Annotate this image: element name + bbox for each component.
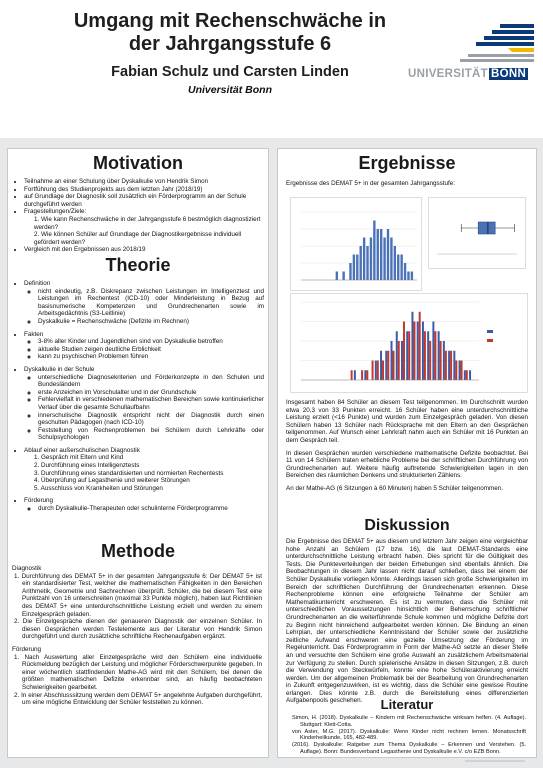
list-item: ◦ unterschiedliche Diagnosekriterien und Förderkonzepte in den Schulen und Bundesländern — [38, 374, 264, 389]
histogram-bar — [366, 246, 368, 280]
left-column — [7, 148, 269, 758]
motivation-section — [8, 153, 268, 254]
histogram-bar — [407, 272, 409, 281]
list-item: 2. Durchführung eines Intelligenztests — [34, 462, 140, 470]
comparison-bar — [455, 361, 457, 381]
histogram-bar — [373, 221, 375, 281]
poster-authors: Fabian Schulz und Carsten Linden — [111, 64, 349, 80]
chart-comparison — [290, 293, 528, 393]
comparison-bar — [396, 331, 398, 380]
histogram-svg — [291, 198, 421, 290]
ablauf-list — [24, 454, 264, 492]
list-item — [24, 366, 264, 442]
histogram-bar — [397, 255, 399, 281]
methode-heading: Methode — [101, 541, 175, 561]
histogram-bar — [411, 272, 413, 281]
list-item: ◦ Feststellung von Rechenproblemen bei Schülern durch Lehrkräfte oder Schulpsychologen — [38, 427, 264, 442]
foerderung-label: Förderung — [12, 645, 42, 653]
comparison-bar — [354, 370, 356, 380]
histogram-bar — [394, 246, 396, 280]
comparison-bar — [466, 370, 468, 380]
comparison-bar — [459, 361, 461, 381]
right-column — [277, 148, 537, 758]
comparison-bar — [432, 322, 434, 381]
list-item: ◦ innerschulische Diagnostik entspricht nicht der Diagnostik durch einen geschulten Pädagogen (nach ICD-10) — [38, 412, 264, 427]
comparison-bar — [385, 351, 387, 380]
comparison-bar — [375, 361, 377, 381]
comparison-bar — [393, 351, 395, 380]
chart-histogram — [290, 197, 422, 291]
ergebnisse-body — [278, 399, 536, 493]
comparison-bar — [427, 331, 429, 380]
list-item: ◦ kann zu psychischen Problemen führen — [38, 353, 264, 361]
ergebnisse-heading: Ergebnisse — [358, 153, 456, 173]
ergebnisse-intro: Ergebnisse des DEMAT 5+ in der gesamten Jahrgangsstufe: — [286, 180, 456, 187]
comparison-bar — [366, 370, 368, 380]
list-item: ◦ aktuelle Studien zeigen deutliche Erblichkeit — [38, 346, 264, 354]
list-item: 3. Durchführung eines standardisierten und normierten Rechentests — [34, 469, 224, 477]
list-item: ◦ Dyskalkulie = Rechenschwäche (Defizite im Rechnen) — [38, 318, 264, 326]
comparison-bar — [401, 341, 403, 380]
histogram-bar — [363, 238, 365, 281]
histogram-bar — [400, 255, 402, 281]
comparison-bar — [406, 331, 408, 380]
comparison-bar — [372, 361, 374, 381]
list-item: • Vergleich mit den Ergebnissen aus 2018/19 — [24, 246, 264, 254]
theorie-heading: Theorie — [105, 255, 171, 275]
legend-swatch — [487, 330, 493, 333]
list-item-text: Förderung — [24, 497, 54, 505]
theorie-section — [8, 255, 268, 513]
comparison-bar — [429, 341, 431, 380]
histogram-bar — [383, 238, 385, 281]
comparison-bar — [408, 331, 410, 380]
comparison-bar — [380, 351, 382, 380]
literatur-section — [278, 697, 536, 756]
comparison-bar — [398, 341, 400, 380]
list-item: • auf Grundlage der Diagnostik soll zusätzlich ein Förderprogramm an der Schule durchgeführt werden — [24, 193, 264, 208]
diskussion-heading: Diskussion — [364, 517, 450, 534]
list-item: 2. Wie können Schüler auf Grundlage der Diagnostikergebnisse individuell gefördert werden? — [34, 231, 242, 246]
methode-body — [8, 562, 268, 707]
ergebnisse-paragraph: In diesen Gesprächen wurden verschiedene mathematische Defizite beobachtet. Bei 11 von 14 Schülern traten erhebliche Probleme bei der schriftlichen Durchführung von Grundrechenarten auf. Weitere häufig auftretende Schwierigkeiten lagen in den Bereichen des räumlichen Denkens und strukturierten Zählens. — [286, 449, 528, 480]
histogram-bar — [360, 246, 362, 280]
comparison-bar — [351, 370, 353, 380]
printer-mark-icon — [465, 759, 525, 764]
comparison-bar — [417, 322, 419, 381]
comparison-bar — [453, 351, 455, 380]
list-item — [24, 331, 264, 361]
list-item: 5. Ausschluss von Krankheiten und Störungen — [34, 484, 163, 492]
poster-title: Umgang mit Rechenschwäche in der Jahrgangsstufe 6 — [73, 10, 387, 55]
logo-wordmark — [408, 68, 528, 80]
comparison-bar — [364, 370, 366, 380]
list-item: 2. Die Einzelgespräche dienen der genaueren Diagnostik der einzelnen Schüler. In diesen Gesprächen werden Testelemente aus der Literatur von Hendrik Simon durchgeführt und durch zusätzliche schriftliche Rechenaufgaben ergänzt. — [14, 618, 262, 641]
motivation-body — [8, 174, 268, 254]
histogram-bar — [353, 255, 355, 281]
literatur-list — [278, 712, 536, 756]
comparison-bar — [382, 361, 384, 381]
theorie-body — [8, 276, 268, 513]
comparison-bar — [411, 312, 413, 380]
histogram-bar — [349, 263, 351, 280]
comparison-bar — [391, 341, 393, 380]
literature-entry: Simon, H. (2018). Dyskalkulie – Kindern mit Rechenschwäche wirksam helfen. (4. Auflage). Stuttgart: Klett-Cotta. — [292, 715, 526, 728]
list-item: ◦ erste Anzeichen im Vorschulalter und in der Grundschule — [38, 389, 264, 397]
comparison-bar — [377, 361, 379, 381]
list-item: ◦ 3-8% aller Kinder und Jugendlichen sind von Dyskalkulie betroffen — [38, 338, 264, 346]
ergebnisse-paragraph: Insgesamt haben 84 Schüler an diesem Test teilgenommen. Im Durchschnitt wurden etwa 20,3 von 33 Punkten erreicht. 16 Schüler haben eine unterdurchschnittliche Leistung erzielt (<16 Punkte) und wurden zum Einzelgespräch geladen. Von diesen Schülern haben 13 Schüler nach Rücksprache mit den Eltern an den Gesprächen teilgenommen. Auf Wunsch einer Lehrkraft nahm auch ein Schüler mit 16 Punkten an dem Gespräch teil. — [286, 399, 528, 444]
poster-header — [0, 0, 543, 115]
list-item — [24, 497, 264, 512]
list-item: • Fortführung des Studienprojekts aus dem letzten Jahr (2018/19) — [24, 186, 264, 194]
list-item — [24, 208, 264, 246]
comparison-bar — [443, 341, 445, 380]
list-item — [24, 280, 264, 326]
list-item: ◦ Fehlervielfalt in verschiedenen mathematischen Bereichen sowie kontinuierlicher Verlauf über die gesamte Schullaufbahn — [38, 396, 264, 411]
histogram-bar — [390, 238, 392, 281]
comparison-bar — [424, 331, 426, 380]
comparison-bar — [448, 351, 450, 380]
list-item-text: Fakten — [24, 330, 44, 338]
ergebnisse-paragraph: An der Mathe-AG (6 Sitzungen à 60 Minuten) haben 5 Schüler teilgenommen. — [286, 484, 504, 492]
university-logo — [408, 22, 534, 82]
diagnostik-label: Diagnostik — [12, 565, 42, 572]
histogram-bar — [380, 229, 382, 280]
legend-swatch — [487, 339, 493, 342]
comparison-bar — [461, 361, 463, 381]
motivation-heading: Motivation — [93, 153, 183, 173]
boxplot-box — [478, 222, 495, 234]
list-item: ◦ nicht eindeutig, z.B. Diskrepanz zwischen Leistungen im Intelligenztest und Leistungen im Rechentest (ICD-10) oder Minderleistung in Bezug auf basisnumerische Kompetenzen und Grundrechenarten sowie im Arbeitsgedächtnis (S3-Leitlinie) — [38, 288, 264, 318]
histogram-bar — [387, 229, 389, 280]
list-item: 1. Nach Auswertung aller Einzelgespräche wird den Schülern eine individuelle Rückmeldung bezüglich der Leistung und möglicher Förderschwerpunkte gegeben. In einer wöchentlich stattfindenden Mathe-AG wird mit den Schülern, bei denen die größten mathematischen Defizite erkennbar sind, an häufig beobachteten Schwierigkeiten gearbeitet. — [14, 653, 262, 691]
comparison-bar — [361, 370, 363, 380]
list-item: 1. Wie kann Rechenschwäche in der Jahrgangsstufe 6 bestmöglich diagnostiziert werden? — [34, 215, 261, 231]
list-item: • Teilnahme an einer Schulung über Dyskalkulie von Hendrik Simon — [24, 178, 264, 186]
comparison-bar — [469, 370, 471, 380]
list-item-text: Dyskalkulie in der Schule — [24, 365, 95, 373]
comparison-bar — [464, 370, 466, 380]
comparison-bar — [422, 322, 424, 381]
literature-entry: von Aster, M.G. (2017). Dyskalkulie: Wenn Kinder nicht rechnen lernen. Monatsschrift Kinderheilkunde, 165, 482-489. — [292, 728, 526, 742]
logo-word: UNIVERSITÄT — [408, 68, 488, 80]
list-item: 1. Gespräch mit Eltern und Kind — [34, 454, 124, 462]
comparison-bar — [434, 331, 436, 380]
poster-affiliation: Universität Bonn — [187, 84, 272, 96]
histogram-bar — [356, 255, 358, 281]
histogram-bar — [342, 272, 344, 281]
printer-mark — [465, 759, 525, 765]
logo-stripes-icon — [408, 22, 534, 66]
methode-section — [8, 541, 268, 707]
histogram-bar — [336, 272, 338, 281]
histogram-bar — [377, 229, 379, 280]
list-item-text: Ablauf einer außerschulischen Diagnostik — [24, 446, 140, 454]
list-item: 1. Durchführung des DEMAT 5+ in der gesamten Jahrgangsstufe 6: Der DEMAT 5+ ist ein standardisierter Test, welcher die mathematischen Fähigkeiten in den Bereichen Arithmetik, Geometrie und Sachrechnen überprüft. Schüler, die bei diesem Test eine Punktzahl von 16 unterschreiten (maximal 33 Punkte möglich), haben laut Richtlinien des DEMAT 5+ eine unterdurchschnittliche Leistung erzielt und werden zu einem Einzelgespräch geladen. — [14, 572, 262, 618]
list-item: 2. In einer Abschlusssitzung werden dem DEMAT 5+ angelehnte Aufgaben durchgeführt, um eine mögliche Entwicklung der Schüler feststellen zu können. — [14, 691, 262, 707]
histogram-bar — [370, 238, 372, 281]
comparison-bar — [445, 351, 447, 380]
chart-boxplot — [428, 197, 526, 269]
comparison-bar — [403, 322, 405, 381]
diskussion-section — [278, 517, 536, 705]
list-item: ◦ durch Dyskalkulie-Therapeuten oder schulinterne Förderprogramme — [38, 505, 264, 513]
list-item-text: Definition — [24, 280, 51, 287]
questions-list — [24, 216, 264, 246]
charts-area — [288, 195, 528, 393]
list-item-text: Fragestellungen/Ziele: — [24, 208, 87, 216]
comparison-bar — [450, 351, 452, 380]
list-item: 4. Überprüfung auf Legasthenie und weiterer Störungen — [34, 477, 190, 485]
literatur-heading: Literatur — [380, 697, 434, 712]
list-item — [24, 447, 264, 493]
ergebnisse-section — [278, 153, 536, 188]
comparison-bar — [438, 331, 440, 380]
comparison-bar — [419, 312, 421, 380]
comparison-bar — [387, 351, 389, 380]
literature-entry: (2016). Dyskalkulie: Ratgeber zum Thema Dyskalkulie – Erkennen und Verstehen. (5. Auflage). Bonn: Bundesverband Legasthenie und Dyskalkulie e.V. c/o EZB Bonn. — [292, 742, 526, 755]
comparison-bar — [440, 341, 442, 380]
logo-box: BONN — [490, 68, 527, 80]
comparison-svg — [291, 294, 527, 392]
boxplot-svg — [429, 198, 525, 268]
diskussion-paragraph: Die Ergebnisse des DEMAT 5+ aus diesem und letztem Jahr zeigen eine vergleichbar hohe Anzahl an Schülern (17 bzw. 16), die laut DEMAT-Standards eine unterdurchschnittliche Leistung erbracht haben. Dies spricht für die Gültigkeit des Tests. Die Punkteverteilungen der beiden Erhebungen sind ebenfalls ähnlich. Die Beobachtungen in diesem Jahr lassen nicht darauf schließen, dass bei einem der Schüler Dyskalkulie vorliegen könnte. Allerdings lassen sich große Schwierigkeiten im Bereich der schriftlichen Durchführung der Grundrechenarten erkennen. Diese Rechenprobleme können eine erfolgreiche Teilnahme der Schüler am Mathematikunterricht erschweren. Es ist zu vermuten, dass die Schüler mit unterschiedlichen Voraussetzungen hinsichtlich der Beherrschung schriftlicher Grundrechenarten an die weiterführende Schule kommen und mögliche Defizite dort zu Beginn nicht hinreichend aufgearbeitet werden können. Die Bindung an einen Lehrplan, der unterschiedliche Kenntnisstand der Schüler sowie der zusätzliche zeitliche Aufwand erschweren eine gezielte Umsetzung der Förderung im Regelunterricht. Das Förderprogramm in Form der Mathe-AG setzte an dieser Stelle an und versuchte den Schülern eine große Auswahl an zusätzlichem Arbeitsmaterial zur Verfügung zu stellen. Durch spielerische Ansätze in diesen Sitzungen, z.B. durch die Verwendung von Steckwürfeln, konnte eine hohe Schüleraktivierung erreicht werden. Um der allgemeinen Problematik bei der Bearbeitung von Grundrechenarten in Zukunft entgegenzuwirken, ist es wichtig, dass die Schüler eine gewisse Routine erlangen. Dies könnte z.B. durch die Bereitstellung eines differenzierten Aufgabenpools geschehen. — [286, 538, 528, 705]
histogram-bar — [404, 263, 406, 280]
comparison-bar — [413, 322, 415, 381]
